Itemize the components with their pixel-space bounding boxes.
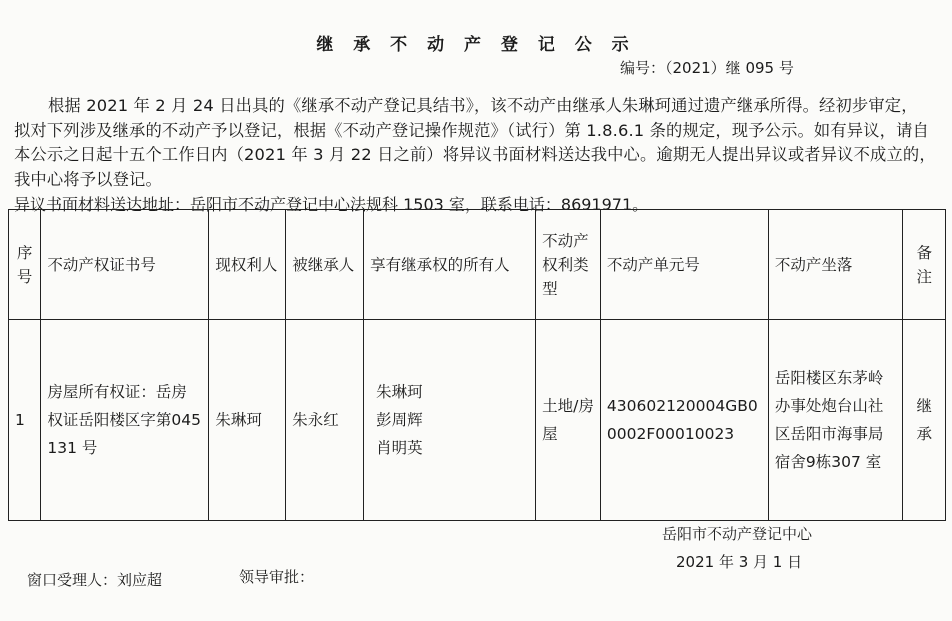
- document-title: 继 承 不 动 产 登 记 公 示: [316, 35, 636, 55]
- header-decedent: 被继承人: [286, 210, 364, 320]
- cell-location: 岳阳楼区东茅岭办事处炮台山社区岳阳市海事局宿舍9栋307 室: [768, 320, 903, 521]
- cell-cert: 房屋所有权证：岳房权证岳阳楼区字第045131 号: [41, 320, 209, 521]
- header-no: 序号: [9, 210, 41, 320]
- header-unit-no: 不动产单元号: [600, 210, 768, 320]
- table-row: [9, 320, 946, 521]
- header-right-type: 不动产权利类型: [536, 210, 601, 320]
- leader-approval: 领导审批：: [239, 568, 315, 586]
- issuing-org: 岳阳市不动产登记中心: [662, 525, 813, 543]
- window-handler: 窗口受理人：刘应超: [27, 571, 163, 589]
- heir-name: 彭周辉: [376, 411, 423, 429]
- body-paragraph: [14, 94, 939, 192]
- inheritance-table: [8, 209, 946, 521]
- objection-address: 异议书面材料送达地址：岳阳市不动产登记中心法规科 1503 室，联系电话：8691971。: [14, 195, 649, 214]
- header-location: 不动产坐落: [768, 210, 903, 320]
- cell-heirs: [364, 320, 536, 521]
- cell-no: 1: [9, 320, 41, 521]
- cell-right-type: 土地/房屋: [536, 320, 601, 521]
- header-heirs: 享有继承权的所有人: [364, 210, 536, 320]
- cell-decedent: 朱永红: [286, 320, 364, 521]
- header-holder: 现权利人: [209, 210, 286, 320]
- table-header-row: [9, 210, 946, 320]
- cell-remark: 继承: [903, 320, 946, 521]
- header-cert: 不动产权证书号: [41, 210, 209, 320]
- cell-unit-no: 430602120004GB00002F00010023: [600, 320, 768, 521]
- body-text: 根据 2021 年 2 月 24 日出具的《继承不动产登记具结书》，该不动产由继承人朱琳珂通过遗产继承所得。经初步审定， 拟对下列涉及继承的不动产予以登记，根据《不动产登记操作规范》（试行）第 1.8.6.1 条的规定，现予公示。如有异议，请自本公示之日起十五个工作日内（2021 年 3 月 22 日之前）将异议书面材料送达我中心。逾期无人提出异议或者异议不成立的，我中心将予以登记。: [14, 96, 936, 189]
- issue-date: 2021 年 3 月 1 日: [676, 553, 803, 571]
- header-remark: 备注: [903, 210, 946, 320]
- heir-name: 朱琳珂: [376, 383, 423, 401]
- cell-holder: 朱琳珂: [209, 320, 286, 521]
- heir-name: 肖明英: [376, 439, 423, 457]
- document-number: 编号：（2021）继 095 号: [620, 59, 794, 77]
